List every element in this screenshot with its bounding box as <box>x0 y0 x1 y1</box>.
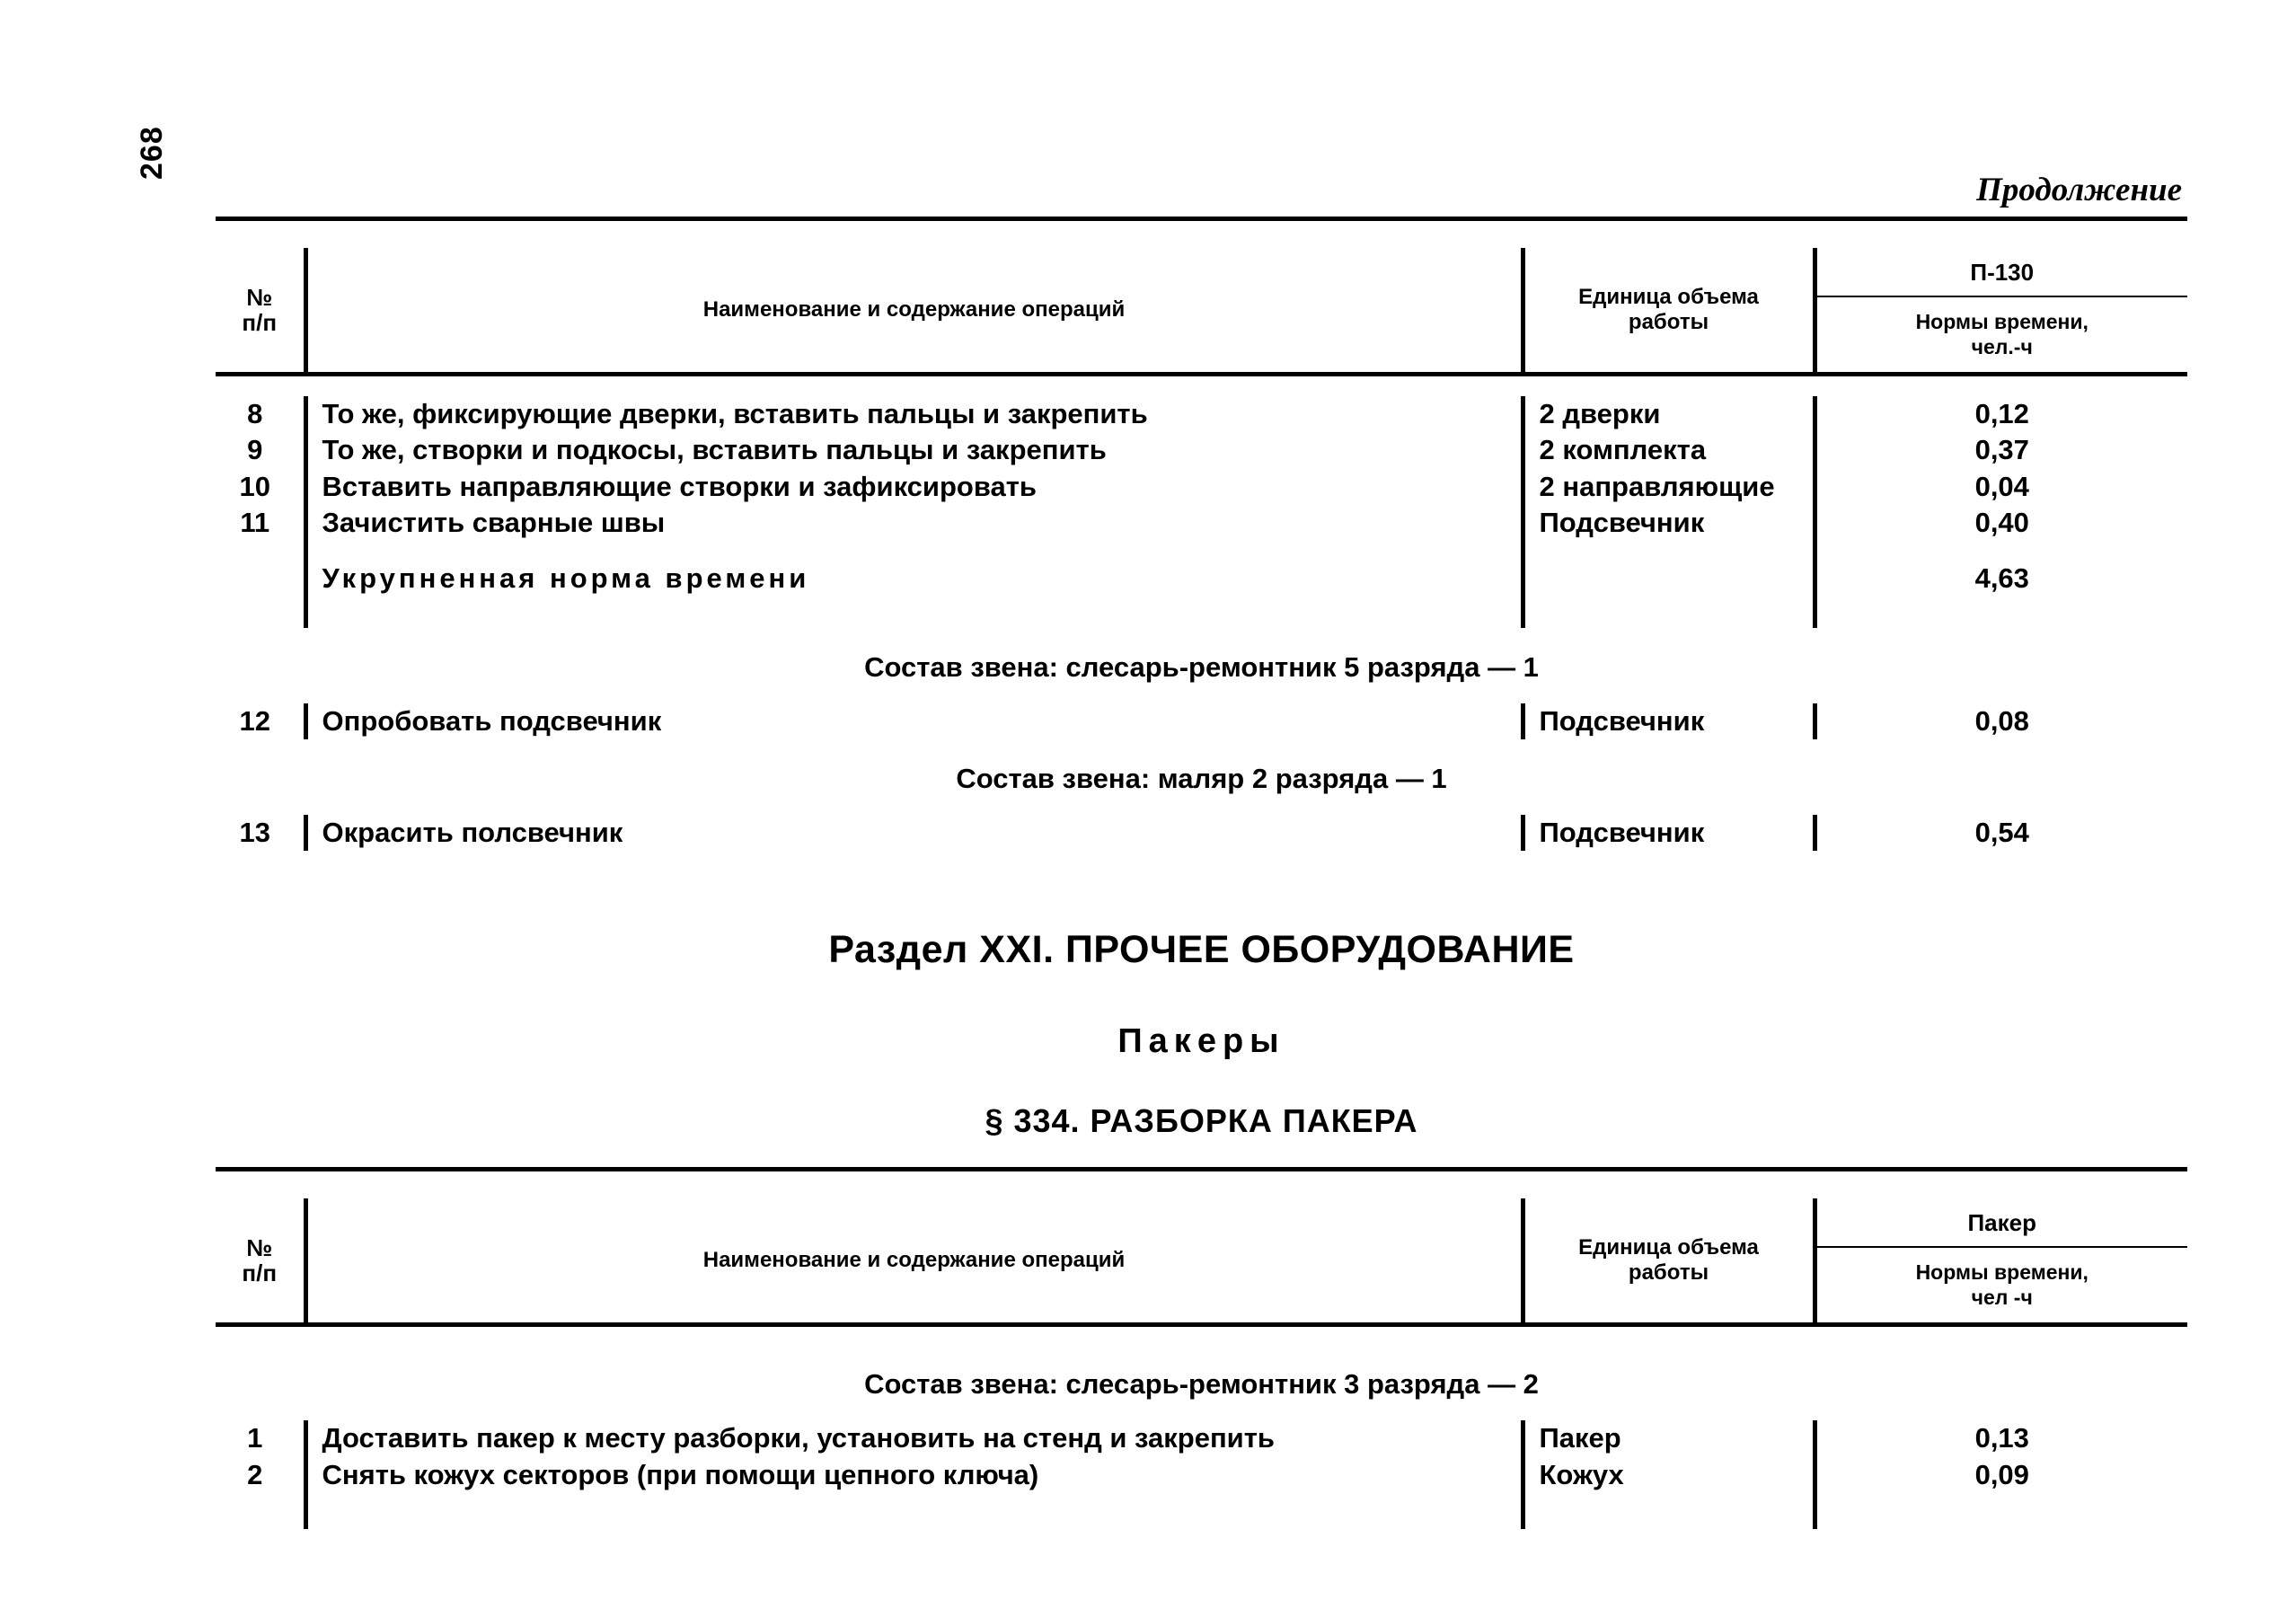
table2-header-bottom-rule <box>216 1325 2187 1346</box>
row-num: 8 <box>247 398 263 430</box>
table-paker-body <box>216 1420 2187 1529</box>
crew-composition-2: Состав звена: маляр 2 разряда — 1 <box>956 762 1447 794</box>
table-row <box>216 1420 2187 1456</box>
row-unit: Подсвечник <box>1523 703 1815 739</box>
table-header-row <box>216 219 2187 249</box>
row-operation: Вставить направляющие створки и зафиксировать <box>305 469 1523 505</box>
row-operation: Окрасить полсвечник <box>305 815 1523 851</box>
row-unit: Пакер <box>1523 1420 1815 1456</box>
summary-norm: 4,63 <box>1974 562 2029 595</box>
row-norm: 0,37 <box>1974 434 2029 466</box>
row-num: 12 <box>239 704 270 737</box>
table-header-content <box>216 248 2187 296</box>
row-unit: Кожух <box>1523 1457 1815 1493</box>
header-operation-name: Наименование и содержание операций <box>702 296 1126 322</box>
row-operation: То же, створки и подкосы, вставить пальцы и закрепить <box>305 432 1523 468</box>
table-row <box>216 703 2187 739</box>
table-paker <box>216 1167 2187 1345</box>
header-code: Пакер <box>1967 1209 2036 1237</box>
summary-label: Укрупненная норма времени <box>305 561 1523 597</box>
crew-composition-3: Состав звена: слесарь-ремонтник 3 разряда — 2 <box>864 1368 1539 1401</box>
table-p130 <box>216 217 2187 628</box>
row-operation: Зачистить сварные швы <box>305 505 1523 541</box>
row-unit: Подсвечник <box>1523 815 1815 851</box>
subsection-title: Пакеры <box>1117 1022 1285 1061</box>
section-title: Раздел XXI. ПРОЧЕЕ ОБОРУДОВАНИЕ <box>828 928 1575 972</box>
row-norm: 0,40 <box>1974 507 2029 539</box>
page-number: 268 <box>135 126 169 180</box>
row-unit: 2 направляющие <box>1523 469 1815 505</box>
row-norm: 0,13 <box>1974 1422 2029 1454</box>
header-norm-line2: чел.-ч <box>1971 334 2033 358</box>
spacer-row <box>216 1493 2187 1529</box>
summary-row <box>216 561 2187 597</box>
crew-composition-1: Состав звена: слесарь-ремонтник 5 разряда — 1 <box>864 650 1539 683</box>
header-operation-name: Наименование и содержание операций <box>702 1248 1126 1273</box>
table-row <box>216 469 2187 505</box>
row-unit: Подсвечник <box>1523 505 1815 541</box>
row-operation: То же, фиксирующие дверки, вставить пальцы и закрепить <box>305 396 1523 432</box>
row-operation: Опробовать подсвечник <box>305 703 1523 739</box>
header-norm-line2: чел -ч <box>1971 1285 2033 1309</box>
row-num: 9 <box>247 434 263 466</box>
table2-header-content <box>216 1198 2187 1247</box>
spacer-row <box>216 541 2187 561</box>
table-p130-row13 <box>216 815 2187 851</box>
page-content <box>216 171 2187 1529</box>
paragraph-title: § 334. РАЗБОРКА ПАКЕРА <box>985 1102 1418 1140</box>
table-row <box>216 505 2187 541</box>
row-num: 13 <box>239 816 270 848</box>
row-norm: 0,54 <box>1974 816 2029 848</box>
spacer-row <box>216 597 2187 628</box>
table2-top-rule <box>216 1170 2187 1199</box>
row-norm: 0,08 <box>1974 704 2029 737</box>
table-header-bottom-rule <box>216 375 2187 397</box>
row-unit: 2 комплекта <box>1523 432 1815 468</box>
row-norm: 0,12 <box>1974 398 2029 430</box>
row-operation: Доставить пакер к месту разборки, установить на стенд и закрепить <box>305 1420 1523 1456</box>
table-p130-row12 <box>216 703 2187 739</box>
row-norm: 0,04 <box>1974 470 2029 502</box>
header-norm-line1: Нормы времени, <box>1915 1260 2088 1285</box>
header-norm-line1: Нормы времени, <box>1915 310 2088 333</box>
row-num: 10 <box>239 470 270 502</box>
header-unit-line1: Единица объема <box>1578 1235 1759 1260</box>
table-row <box>216 432 2187 468</box>
header-unit-line1: Единица объема <box>1578 284 1759 309</box>
header-unit-line2: работы <box>1628 1260 1709 1286</box>
table-row <box>216 815 2187 851</box>
table-row <box>216 396 2187 432</box>
continuation-label: Продолжение <box>1976 172 2182 208</box>
table-row <box>216 1457 2187 1493</box>
row-num: 11 <box>240 507 270 539</box>
row-norm: 0,09 <box>1974 1458 2029 1490</box>
row-num: 1 <box>247 1422 263 1454</box>
header-num-line1: № <box>246 283 273 311</box>
header-code: П-130 <box>1970 259 2035 286</box>
header-num-line2: п/п <box>242 309 278 337</box>
row-unit: 2 дверки <box>1523 396 1815 432</box>
header-unit-line2: работы <box>1628 310 1709 335</box>
row-operation: Снять кожух секторов (при помощи цепного ключа) <box>305 1457 1523 1493</box>
header-num-line1: № <box>246 1233 273 1261</box>
row-num: 2 <box>247 1458 263 1490</box>
header-num-line2: п/п <box>242 1260 278 1287</box>
